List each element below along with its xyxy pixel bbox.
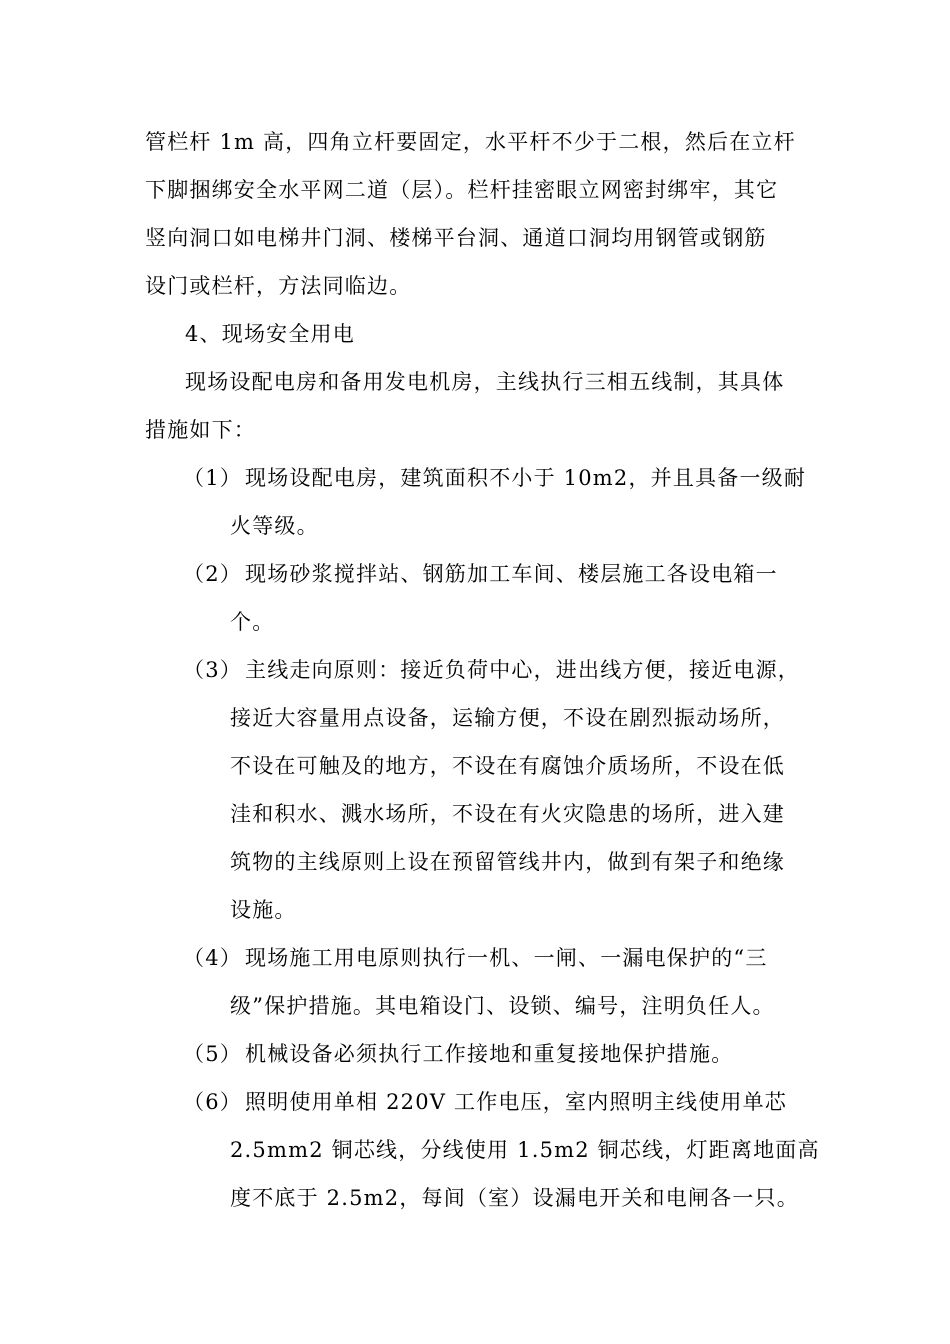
intro-line-3: 竖向洞口如电梯井门洞、楼梯平台洞、通道口洞均用钢管或钢筋	[145, 226, 767, 250]
section-intro-line-2: 措施如下：	[145, 418, 256, 442]
list-item-number: （1）	[183, 466, 242, 490]
list-item-continuation: 洼和积水、溅水场所，不设在有火灾隐患的场所，进入建	[230, 802, 785, 826]
list-item-continuation: 个。	[230, 610, 275, 634]
list-item-text: 现场施工用电原则执行一机、一闸、一漏电保护的“三	[245, 946, 768, 970]
list-item-continuation: 火等级。	[230, 514, 319, 538]
intro-line-2: 下脚捆绑安全水平网二道（层）。栏杆挂密眼立网密封绑牢，其它	[145, 178, 779, 202]
intro-line-4: 设门或栏杆，方法同临边。	[145, 274, 412, 298]
list-item-continuation: 接近大容量用点设备，运输方便，不设在剧烈振动场所，	[230, 706, 785, 730]
list-item-continuation: 设施。	[230, 898, 297, 922]
list-item-continuation: 筑物的主线原则上设在预留管线井内，做到有架子和绝缘	[230, 850, 785, 874]
list-item-text: 机械设备必须执行工作接地和重复接地保护措施。	[245, 1042, 734, 1066]
list-item-text: 照明使用单相 220V 工作电压，室内照明主线使用单芯	[245, 1090, 787, 1114]
section-intro-line-1: 现场设配电房和备用发电机房，主线执行三相五线制，其具体	[185, 370, 785, 394]
list-item-continuation: 2.5mm2 铜芯线，分线使用 1.5m2 铜芯线，灯距离地面高	[230, 1138, 820, 1162]
list-item-text: 现场设配电房，建筑面积不小于 10m2，并且具备一级耐	[245, 466, 807, 490]
list-item-number: （5）	[183, 1042, 242, 1066]
list-item-text: 现场砂浆搅拌站、钢筋加工车间、楼层施工各设电箱一	[245, 562, 778, 586]
list-item-number: （3）	[183, 658, 242, 682]
list-item-continuation: 度不底于 2.5m2，每间（室）设漏电开关和电闸各一只。	[230, 1186, 799, 1210]
list-item-continuation: 不设在可触及的地方，不设在有腐蚀介质场所，不设在低	[230, 754, 785, 778]
intro-line-1: 管栏杆 1m 高，四角立杆要固定，水平杆不少于二根，然后在立杆	[145, 130, 796, 154]
section-heading: 4、现场安全用电	[185, 322, 355, 346]
list-item-number: （6）	[183, 1090, 242, 1114]
list-item-continuation: 级”保护措施。其电箱设门、设锁、编号，注明负任人。	[230, 994, 775, 1018]
list-item-text: 主线走向原则：接近负荷中心，进出线方便，接近电源，	[245, 658, 800, 682]
list-item-number: （2）	[183, 562, 242, 586]
list-item-number: （4）	[183, 946, 242, 970]
